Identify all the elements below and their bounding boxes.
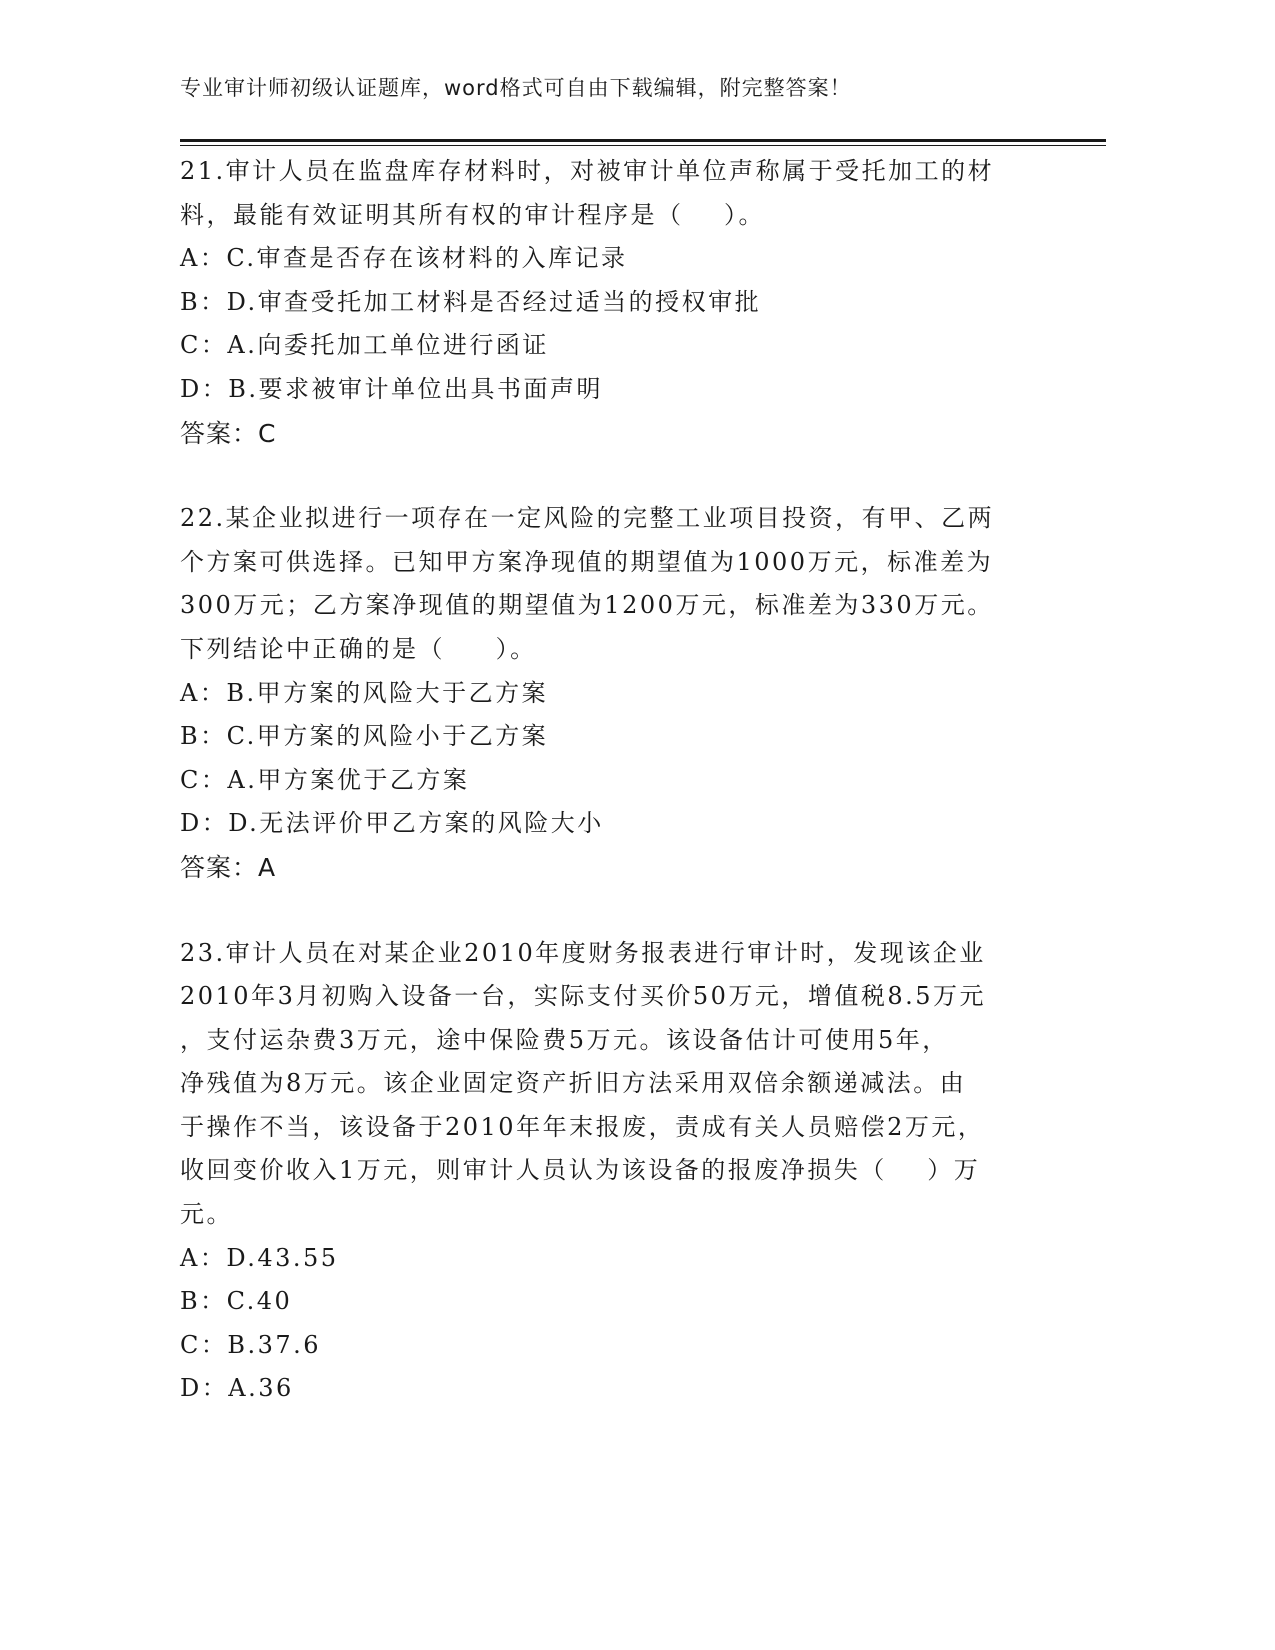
question-stem-line: 下列结论中正确的是（ ）。 [180,634,537,663]
question-stem-line: 于操作不当，该设备于2010年年末报废，责成有关人员赔偿2万元， [180,1112,985,1141]
option-a: A：D.43.55 [180,1243,339,1272]
question-23 [180,932,1070,1412]
option-d: D：D.无法评价甲乙方案的风险大小 [180,809,604,838]
option-c: C：A.向委托加工单位进行函证 [180,331,549,360]
question-stem-line: 22.某企业拟进行一项存在一定风险的完整工业项目投资，有甲、乙两 [180,504,995,533]
question-stem-line: 2010年3月初购入设备一台，实际支付买价50万元，增值税8.5万元 [180,982,987,1011]
question-list [180,150,1070,1453]
question-stem-line: 净残值为8万元。该企业固定资产折旧方法采用双倍余额递减法。由 [180,1069,967,1098]
option-a: A：B.甲方案的风险大于乙方案 [180,678,549,707]
option-d: D：A.36 [180,1374,294,1403]
answer-label: 答案：C [180,418,277,448]
option-b: B：D.审查受托加工材料是否经过适当的授权审批 [180,287,762,316]
header-rule-thick [180,139,1106,142]
option-a: A：C.审查是否存在该材料的入库记录 [180,244,628,273]
question-stem-line: 300万元；乙方案净现值的期望值为1200万元，标准差为330万元。 [180,591,994,620]
question-stem-line: 料，最能有效证明其所有权的审计程序是（ ）。 [180,200,766,229]
option-c: C：A.甲方案优于乙方案 [180,765,470,794]
question-21 [180,150,1070,455]
page-header: 专业审计师初级认证题库，word格式可自由下载编辑，附完整答案！ [180,76,852,100]
question-stem-line: 元。 [180,1200,233,1229]
question-stem-line: 个方案可供选择。已知甲方案净现值的期望值为1000万元，标准差为 [180,547,994,576]
question-stem-line: 21.审计人员在监盘库存材料时，对被审计单位声称属于受托加工的材 [180,157,995,185]
header-rule-thin [180,145,1106,146]
option-d: D：B.要求被审计单位出具书面声明 [180,374,604,403]
question-stem-line: ，支付运杂费3万元，途中保险费5万元。该设备估计可使用5年， [180,1025,949,1054]
question-stem-line: 23.审计人员在对某企业2010年度财务报表进行审计时，发现该企业 [180,938,986,967]
option-c: C：B.37.6 [180,1330,322,1359]
question-22 [180,497,1070,889]
answer-label: 答案：A [180,852,277,882]
question-stem-line: 收回变价收入1万元，则审计人员认为该设备的报废净损失（ ）万 [180,1156,981,1185]
option-b: B：C.40 [180,1287,293,1316]
option-b: B：C.甲方案的风险小于乙方案 [180,722,549,751]
